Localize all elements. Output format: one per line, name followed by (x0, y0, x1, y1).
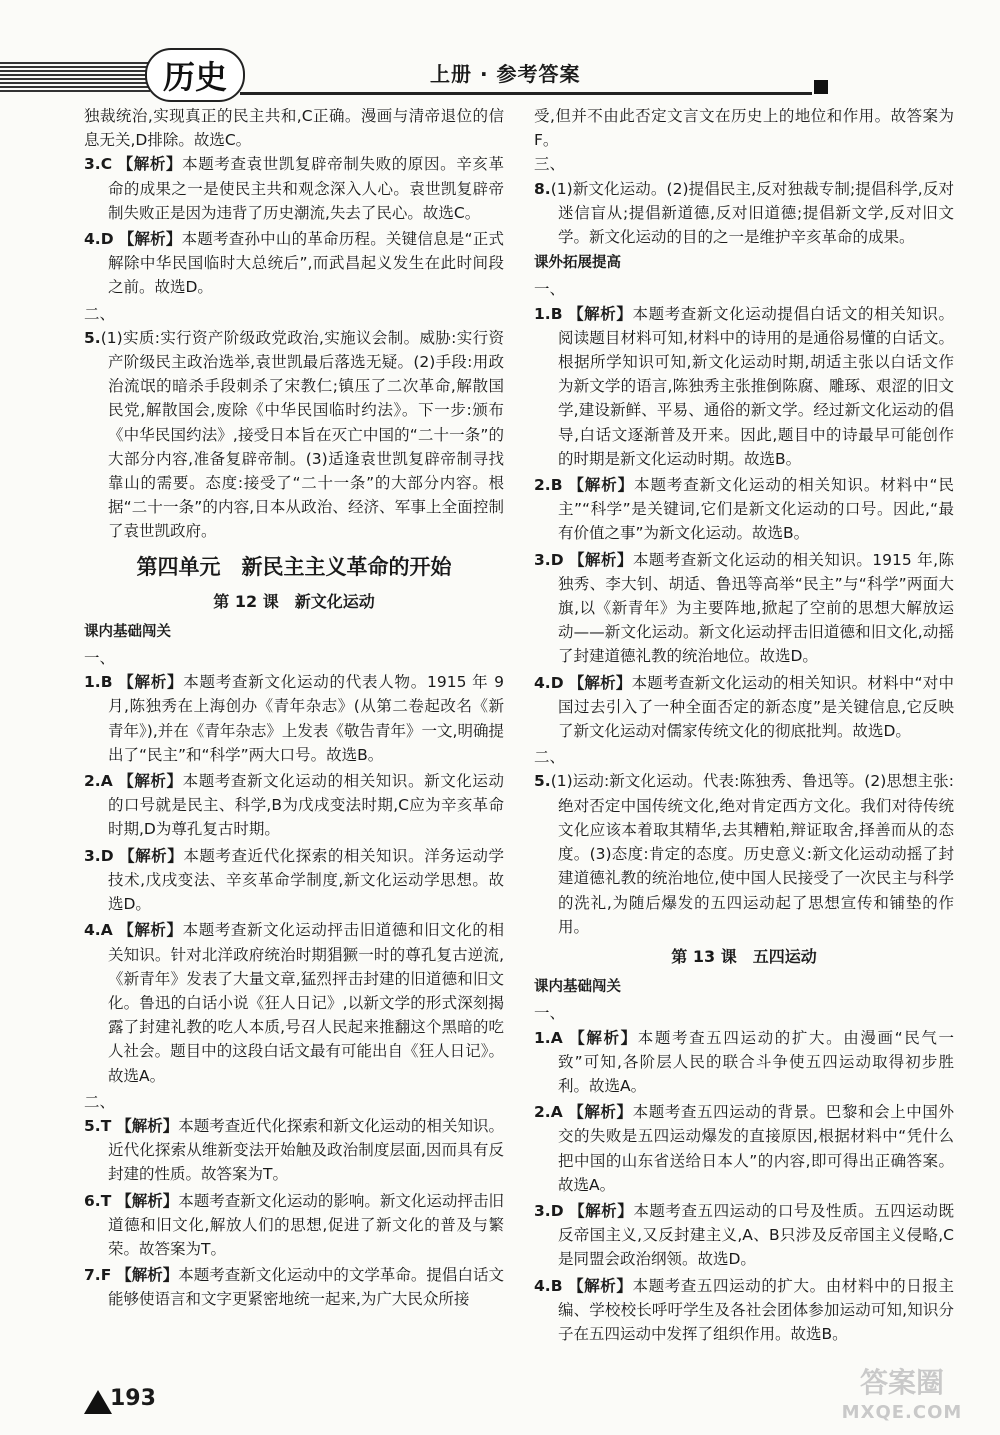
answer-item: 3.D 【解析】本题考查近代化探索的相关知识。洋务运动学技术,戊戌变法、辛亥革命学制度,新文化运动学思想。故选D。 (84, 846, 504, 914)
continued-text: 独裁统治,实现真正的民主共和,C正确。漫画与清帝退位的信息无关,D排除。故选C。 (84, 107, 504, 150)
answer-item: 5.(1)实质:实行资产阶级政党政治,实施议会制。威胁:实行资产阶级民主政治选举,袁世凯最后落选无疑。(2)手段:用政治流氓的暗杀手段刺杀了宋教仁;镇压了二次革命,解散国民党,解散国会,废除《中华民国临时约法》。下一步:颁布《中华民国约法》,接受日本旨在灭亡中国的“二十一条”的大部分内容,准备复辟帝制。(3)适逢袁世凯复辟帝制寻找靠山的需要。态度:接受了“二十一条”的大部分内容。根据“二十一条”的内容,日本从政治、经济、军事上全面控制了袁世凯政府。 (84, 328, 504, 541)
header-title: 上册 · 参考答案 (430, 62, 581, 86)
left-column (84, 104, 504, 1314)
answer-item: 1.B 【解析】本题考查新文化运动提倡白话文的相关知识。阅读题目材料可知,材料中的诗用的是通俗易懂的白话文。根据所学知识可知,新文化运动时期,胡适主张以白话文作为新文学的语言,陈独秀主张推倒陈腐、雕琢、艰涩的旧文学,建设新鲜、平易、通俗的新文学。经过新文化运动的倡导,白话文逐渐普及开来。因此,题目中的诗最早可能创作的时期是新文化运动时期。故选B。 (534, 304, 954, 468)
page-number: 193 (110, 1386, 156, 1411)
answer-item: 1.B 【解析】本题考查新文化运动的代表人物。1915 年 9 月,陈独秀在上海创办《青年杂志》(从第二卷起改名《新青年》),并在《青年杂志》上发表《敬告青年》一文,明确提出了“民主”和“科学”两大口号。故选B。 (84, 673, 504, 764)
answer-item: 1.A 【解析】本题考查五四运动的扩大。由漫画“民气一致”可知,各阶层人民的联合斗争使五四运动取得初步胜利。故选A。 (534, 1028, 954, 1095)
section-heading: 课内基础闯关 (534, 979, 621, 996)
answer-item: 2.A 【解析】本题考查五四运动的背景。巴黎和会上中国外交的失败是五四运动爆发的直接原因,根据材料中“凭什么把中国的山东省送给日本人”的内容,即可得出正确答案。故选A。 (534, 1103, 954, 1194)
answer-item: 2.B 【解析】本题考查新文化运动的相关知识。材料中“民主”“科学”是关键词,它们是新文化运动的口号。因此,“最有价值之事”为新文化运动。故选B。 (534, 476, 954, 543)
answer-item: 3.D 【解析】本题考查五四运动的口号及性质。五四运动既反帝国主义,又反封建主义,A、B只涉及反帝国主义侵略,C是同盟会政治纲领。故选D。 (534, 1201, 954, 1269)
answer-item: 4.D 【解析】本题考查新文化运动的相关知识。材料中“对中国过去引入了一种全面否定的新态度”是关键信息,它反映了新文化运动对儒家传统文化的彻底批判。故选D。 (534, 673, 954, 741)
lesson-title: 第 12 课 新文化运动 (213, 591, 375, 611)
page-triangle-icon (84, 1390, 112, 1414)
answer-item: 7.F 【解析】本题考查新文化运动中的文学革命。提倡白话文能够使语言和文字更紧密地统一起来,为广大民众所接 (84, 1266, 504, 1309)
section-heading: 课外拓展提高 (534, 255, 621, 272)
section-marker: 一、 (534, 1004, 566, 1023)
answer-item: 5.(1)运动:新文化运动。代表:陈独秀、鲁迅等。(2)思想主张:绝对否定中国传统文化,绝对肯定西方文化。我们对待传统文化应该本着取其精华,去其糟粕,辩证取舍,择善而从的态度。(3)态度:肯定的态度。历史意义:新文化运动动摇了封建道德礼教的统治地位,使中国人民接受了一次民主与科学的洗礼,为随后爆发的五四运动起了思想宣传和铺垫的作用。 (534, 772, 954, 936)
header-square-icon (814, 80, 828, 94)
section-marker: 一、 (84, 649, 116, 668)
watermark-url: MXQE.COM (841, 1402, 963, 1423)
right-column (534, 104, 954, 1348)
header-stripes (0, 62, 150, 94)
header-rule (240, 92, 812, 95)
answer-item: 4.A 【解析】本题考查新文化运动抨击旧道德和旧文化的相关知识。针对北洋政府统治时期猖獗一时的尊孔复古逆流,《新青年》发表了大量文章,猛烈抨击封建的旧道德和旧文化。鲁迅的白话小说《狂人日记》,以新文学的形式深刻揭露了封建礼教的吃人本质,号召人民起来推翻这个黑暗的吃人社会。题目中的这段白话文最有可能出自《狂人日记》。故选A。 (84, 921, 504, 1085)
watermark (812, 1368, 992, 1428)
lesson-title: 第 13 课 五四运动 (671, 946, 817, 966)
answer-item: 3.C 【解析】本题考查袁世凯复辟帝制失败的原因。辛亥革命的成果之一是使民主共和观念深入人心。袁世凯复辟帝制失败正是因为违背了历史潮流,失去了民心。故选C。 (84, 155, 504, 222)
section-marker: 二、 (84, 1092, 116, 1111)
continued-text: 受,但并不由此否定文言文在历史上的地位和作用。故答案为F。 (534, 107, 954, 150)
subject-logo: 历史 (145, 48, 245, 102)
page-header (0, 0, 1000, 100)
unit-title: 第四单元 新民主主义革命的开始 (136, 554, 452, 579)
answer-item: 4.B 【解析】本题考查五四运动的扩大。由材料中的日报主编、学校校长呼吁学生及各社会团体参加运动可知,知识分子在五四运动中发挥了组织作用。故选B。 (534, 1276, 954, 1343)
answer-item: 2.A 【解析】本题考查新文化运动的相关知识。新文化运动的口号就是民主、科学,B为戊戌变法时期,C应为辛亥革命时期,D为尊孔复古时期。 (84, 772, 504, 839)
answer-item: 6.T 【解析】本题考查新文化运动的影响。新文化运动抨击旧道德和旧文化,解放人们的思想,促进了新文化的普及与繁荣。故答案为T。 (84, 1191, 504, 1258)
section-heading: 课内基础闯关 (84, 623, 171, 640)
section-marker: 三、 (534, 155, 566, 174)
section-marker: 二、 (84, 304, 116, 323)
section-marker: 一、 (534, 280, 566, 299)
answer-item: 3.D 【解析】本题考查新文化运动的相关知识。1915 年,陈独秀、李大钊、胡适、鲁迅等高举“民主”与“科学”两面大旗,以《新青年》为主要阵地,掀起了空前的思想大解放运动——新文化运动。新文化运动抨击旧道德和旧文化,动摇了封建道德礼教的统治地位。故选D。 (534, 550, 954, 666)
answer-item: 4.D 【解析】本题考查孙中山的革命历程。关键信息是“正式解除中华民国临时大总统后”,而武昌起义发生在此时间段之前。故选D。 (84, 230, 504, 297)
section-marker: 二、 (534, 748, 566, 767)
answer-item: 5.T 【解析】本题考查近代化探索和新文化运动的相关知识。近代化探索从维新变法开始触及政治制度层面,因而具有反封建的性质。故答案为T。 (84, 1116, 504, 1184)
watermark-text: 答案圈 (859, 1366, 944, 1399)
answer-item: 8.(1)新文化运动。(2)提倡民主,反对独裁专制;提倡科学,反对迷信盲从;提倡新道德,反对旧道德;提倡新文学,反对旧文学。新文化运动的目的之一是维护辛亥革命的成果。 (534, 179, 954, 247)
